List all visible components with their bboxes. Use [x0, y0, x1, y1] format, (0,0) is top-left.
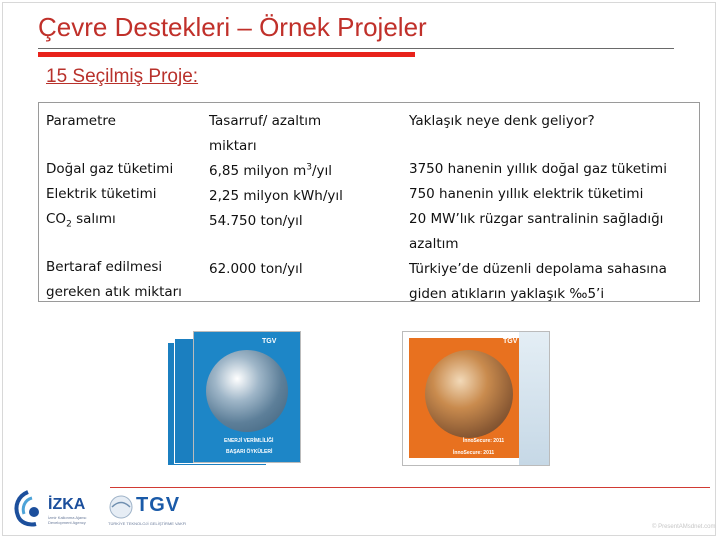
globe-collage [206, 350, 288, 432]
title-accent-bar [38, 52, 415, 57]
slide-title: Çevre Destekleri – Örnek Projeler [38, 12, 427, 42]
footer-divider [110, 487, 710, 488]
spacer [46, 134, 201, 157]
watermark: © PresentAMsdnet.com [652, 524, 716, 530]
row2-amount: 2,25 milyon kWh/yıl [209, 188, 343, 204]
row1-equivalent: 3750 hanenin yıllık doğal gaz tüketimi [409, 161, 667, 177]
cubic-superscript: 3 [306, 162, 312, 173]
header-parameter: Parametre [46, 113, 116, 129]
cover-right-side-panel [519, 332, 549, 465]
amount-column [209, 109, 399, 282]
row4-parameter-line2: gereken atık miktarı [46, 284, 182, 300]
header-amount-line2: miktarı [209, 138, 257, 154]
spacer [409, 134, 697, 157]
row3-amount: 54.750 ton/yıl [209, 213, 303, 229]
tgv-name: TGV [136, 494, 181, 516]
izka-small-line1: İzmir Kalkınma Ajansı [48, 515, 87, 520]
slide-subtitle: 15 Seçilmiş Proje: [46, 66, 199, 87]
gas-amount-prefix: 6,85 milyon m [209, 163, 307, 179]
tgv-logo [108, 494, 212, 528]
cover-label-primary: ENERJİ VERİMLİLİĞİ [224, 438, 274, 444]
tgv-globe-icon [108, 494, 134, 520]
cover-right-sheet [402, 331, 550, 466]
tgv-small: TÜRKİYE TEKNOLOJİ GELİŞTİRME VAKFI [108, 521, 187, 526]
spacer [209, 234, 399, 257]
row4-equivalent-line2: giden atıkların yaklaşık ‰5’i [409, 286, 605, 302]
title-divider [38, 48, 674, 49]
row1-parameter: Doğal gaz tüketimi [46, 161, 174, 177]
row4-amount: 62.000 ton/yıl [209, 261, 303, 277]
cover-right-label-primary: İnnoSecure: 2011 [463, 438, 505, 444]
header-equivalent: Yaklaşık neye denk geliyor? [409, 113, 595, 129]
row3-equivalent-line1: 20 MW’lık rüzgar santralinin sağladığı [409, 211, 664, 227]
header-amount-line1: Tasarruf/ azaltım [209, 113, 322, 129]
spacer [46, 232, 201, 255]
co2-prefix: CO [46, 211, 67, 227]
gas-amount-suffix: /yıl [311, 163, 333, 179]
cover-right-label-secondary: İnnoSecure: 2011 [453, 450, 495, 456]
izka-small-line2: Development Agency [48, 520, 86, 525]
izka-logo [10, 490, 100, 530]
row4-parameter-line1: Bertaraf edilmesi [46, 259, 163, 275]
globe-collage-orange [425, 350, 513, 438]
row3-equivalent-line2: azaltım [409, 236, 459, 252]
row1-amount [209, 159, 399, 184]
row4-equivalent-line1: Türkiye’de düzenli depolama sahasına [409, 261, 667, 277]
co2-suffix: salımı [71, 211, 116, 227]
cover-tgv-mark: TGV [262, 338, 277, 345]
izka-name: İZKA [48, 496, 86, 513]
izka-swirl-icon [10, 490, 46, 528]
row3-parameter [46, 207, 201, 232]
results-table [38, 102, 700, 302]
co2-subscript: 2 [66, 219, 72, 230]
cover-label-secondary: BAŞARI ÖYKÜLERİ [226, 449, 273, 455]
parameter-column [46, 109, 201, 305]
cover-front-sheet [193, 331, 301, 463]
equivalent-column [409, 109, 697, 307]
row2-equivalent: 750 hanenin yıllık elektrik tüketimi [409, 186, 644, 202]
cover-right-tgv-mark: TGV [503, 338, 518, 345]
row2-parameter: Elektrik tüketimi [46, 186, 157, 202]
